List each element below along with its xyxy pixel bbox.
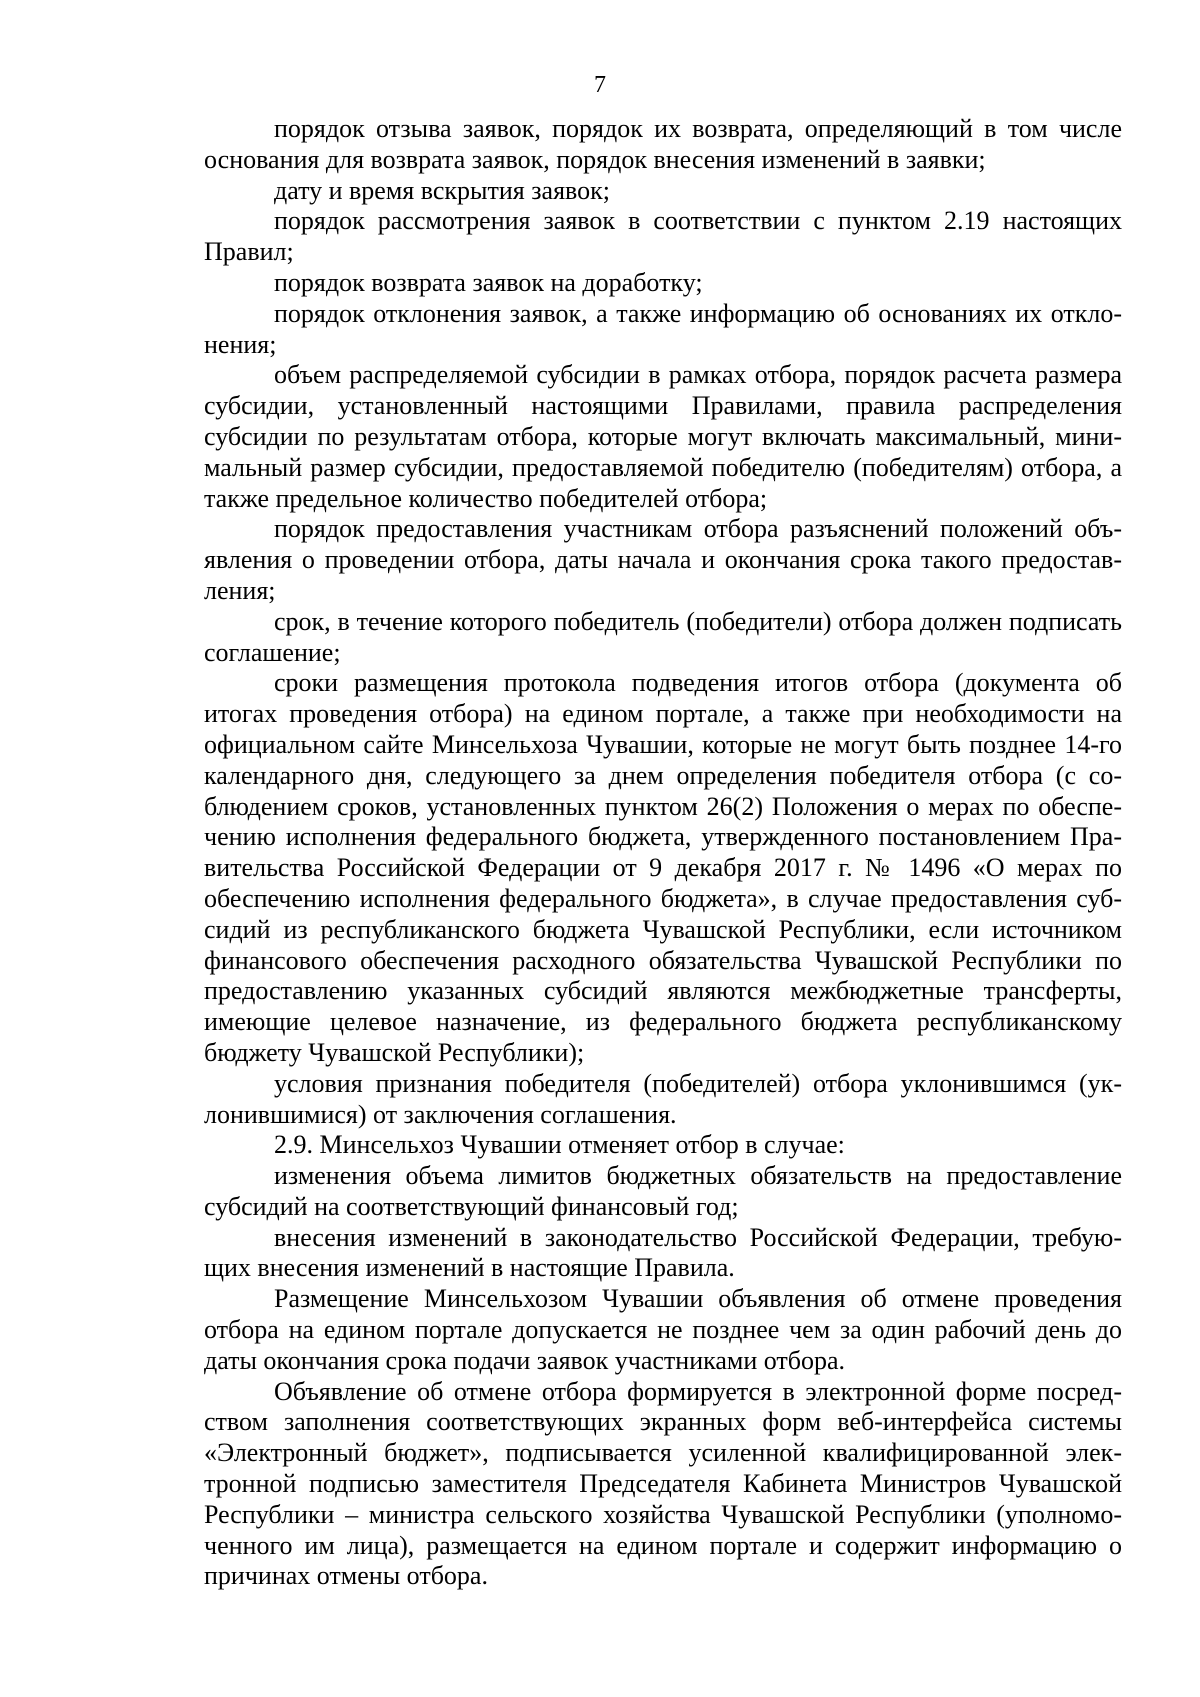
paragraph: порядок рассмотрения заявок в соответствии с пунктом 2.19 настоящих Правил;	[204, 206, 1122, 267]
section-heading-2-9: 2.9. Минсельхоз Чувашии отменяет отбор в случае:	[274, 1130, 845, 1160]
paragraph: Размещение Минсельхозом Чувашии объявления об отмене проведения отбора на едином портале допускается не позднее чем за один рабочий день до даты окончания срока подачи заявок участниками отбора.	[204, 1284, 1122, 1375]
paragraph: изменения объема лимитов бюджетных обязательств на предоставление субсидий на соответствующий финансовый год;	[204, 1161, 1122, 1221]
paragraph: срок, в течение которого победитель (победители) отбора должен подписать соглашение;	[204, 606, 1122, 667]
paragraph: порядок предоставления участникам отбора разъяснений положений объявления о проведении отбора, даты начала и окончания срока такого предоставления;	[204, 514, 1122, 605]
document-body	[204, 114, 1122, 1592]
paragraph: условия признания победителя (победителей) отбора уклонившимся (уклонившимися) от заключения соглашения.	[204, 1068, 1122, 1129]
paragraph: порядок отклонения заявок, а также информацию об основаниях их отклонения;	[204, 298, 1122, 359]
paragraph: порядок возврата заявок на доработку;	[274, 267, 703, 297]
paragraph: Объявление об отмене отбора формируется в электронной форме посредством заполнения соответствующих экранных форм веб-интерфейса системы «Электронный бюджет», подписывается усиленной квалифицированной электронной подписью заместителя Председателя Кабинета Министров Чувашской Республики – министра сельского хозяйства Чувашской Республики (уполномоченного им лица), размещается на едином портале и содержит информацию о причинах отмены отбора.	[204, 1376, 1122, 1591]
paragraph: внесения изменений в законодательство Российской Федерации, требующих внесения изменений в настоящие Правила.	[204, 1222, 1122, 1283]
paragraph: сроки размещения протокола подведения итогов отбора (документа об итогах проведения отбора) на едином портале, а также при необходимости на официальном сайте Минсельхоза Чувашии, которые не могут быть позднее 14-го календарного дня, следующего за днем определения победителя отбора (с соблюдением сроков, установленных пунктом 26(2) Положения о мерах по обеспечению исполнения федерального бюджета, утвержденного постановлением Правительства Российской Федерации от 9 декабря 2017 г. № 1496 «О мерах по обеспечению исполнения федерального бюджета», в случае предоставления субсидий из республиканского бюджета Чувашской Республики, если источником финансового обеспечения расходного обязательства Чувашской Республики по предоставлению указанных субсидий являются межбюджетные трансферты, имеющие целевое назначение, из федерального бюджета республиканскому бюджету Чувашской Республики);	[204, 668, 1122, 1067]
paragraph: порядок отзыва заявок, порядок их возврата, определяющий в том числе основания для возврата заявок, порядок внесения изменений в заявки;	[204, 114, 1122, 174]
paragraph: дату и время вскрытия заявок;	[274, 175, 610, 205]
page-number: 7	[594, 72, 606, 98]
paragraph: объем распределяемой субсидии в рамках отбора, порядок расчета размера субсидии, установленный настоящими Правилами, правила распределения субсидии по результатам отбора, которые могут включать максимальный, минимальный размер субсидии, предоставляемой победителю (победителям) отбора, а также предельное количество победителей отбора;	[204, 360, 1122, 513]
